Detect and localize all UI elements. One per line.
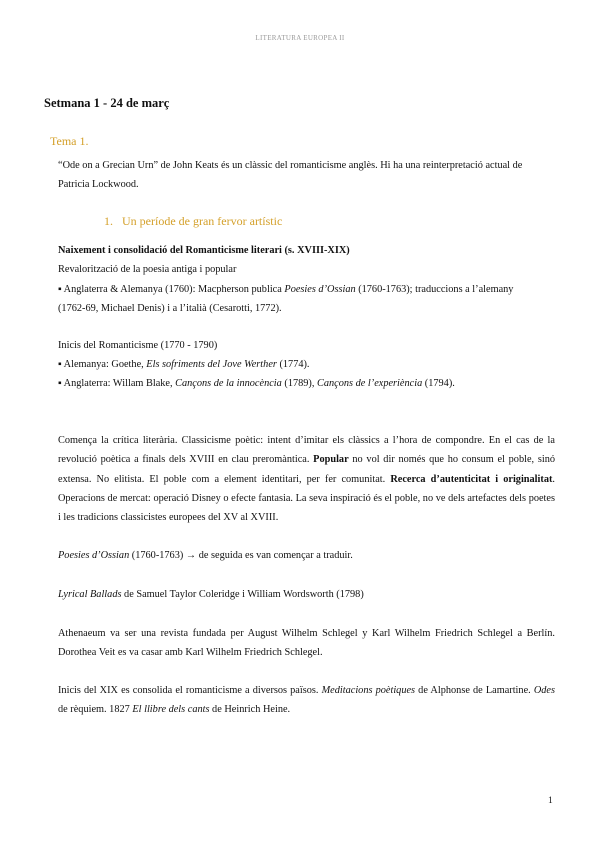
xix-text-3: de rèquiem. 1827 — [58, 704, 133, 716]
section-title: Un període de gran fervor artístic — [122, 214, 283, 228]
critica-text-1: Comença la crítica literària. Classicisme poètic: intent d’imitar els clàssics a l’hora de compondre. En el cas de la revolució poètica a finals dels XVIII en clau preromàntica. — [58, 435, 555, 466]
critica-text-3: . Operacions de mercat: operació Disney o efecte fantasia. La seva inspiració és el poble, no ve dels artefactes dels poetes i les tradicions classicistes europees del XV al XVIII. — [58, 473, 555, 524]
bullet1-text-b: (1760-1763); traduccions a l’alemany — [355, 284, 514, 295]
goethe-year: (1774). — [276, 359, 310, 370]
bullet1-title: Poesies d’Ossian — [284, 284, 356, 295]
goethe-text: ▪ Alemanya: Goethe, — [58, 359, 147, 370]
experiencia-title: Cançons de l’experiència — [317, 378, 423, 389]
critica-bold-popular: Popular — [313, 454, 349, 466]
blake-mid: (1789), — [281, 378, 317, 389]
xix-text-2: de Alphonse de Lamartine. — [415, 685, 534, 696]
inicis-item-blake — [58, 374, 555, 393]
xix-text-1: Inicis del XIX es consolida el romanticisme a diversos països. — [58, 685, 322, 696]
lyrical-text: de Samuel Taylor Coleridge i William Wordsworth (1798) — [121, 589, 364, 600]
bullet-ossian — [58, 280, 555, 319]
ossian-title: Poesies d’Ossian — [58, 550, 130, 561]
odes-title: Odes — [533, 685, 555, 696]
lyrical-paragraph — [58, 585, 555, 604]
subheading: Naixement i consolidació del Romanticisme literari (s. XVIII-XIX) — [58, 245, 350, 256]
bullet1-text-a: ▪ Anglaterra & Alemanya (1760): Macpherson publica — [58, 284, 285, 295]
critica-text-2: no vol dir només que ho consum el poble, sinó extensa. No elitista. El poble com a element identitari, per fer comunitat. — [58, 454, 556, 485]
critica-paragraph — [58, 431, 555, 527]
bullet1-line-2: (1762-69, Michael Denis) i a l’italià (Cesarotti, 1772). — [58, 303, 282, 315]
blake-text: ▪ Anglaterra: Willam Blake, — [58, 378, 176, 389]
critica-bold-recerca: Recerca d’autenticitat i originalitat — [390, 473, 553, 485]
innocencia-title: Cançons de la innocència — [175, 378, 282, 389]
inicis-item-goethe — [58, 355, 555, 374]
section-heading — [104, 214, 282, 229]
meditacions-title: Meditacions poètiques — [321, 685, 416, 696]
revaloracio-text: Revalorització de la poesia antiga i popular — [58, 264, 237, 275]
intro-paragraph — [58, 156, 555, 195]
athenaeum-paragraph: Athenaeum va ser una revista fundada per August Wilhelm Schlegel y Karl Wilhelm Friedrich Schlegel a Berlín. Dorothea Veit es va casar amb Karl Wilhelm Friedrich Schlegel. — [58, 628, 555, 659]
topic-heading: Tema 1. — [50, 134, 89, 148]
blake-year: (1794). — [422, 378, 455, 389]
xix-paragraph — [58, 681, 555, 720]
page-number: 1 — [548, 796, 553, 806]
inicis-heading: Inicis del Romanticisme (1770 - 1790) — [58, 340, 218, 351]
intro-line-2: Patricia Lockwood. — [58, 179, 139, 191]
ossian-paragraph — [58, 546, 555, 565]
xix-text-4: de Heinrich Heine. — [209, 704, 291, 716]
ossian-text: (1760-1763) → de seguida es van començar a traduir. — [129, 550, 353, 561]
cants-title: El llibre dels cants — [132, 704, 210, 716]
intro-line-1: “Ode on a Grecian Urn” de John Keats és un clàssic del romanticisme anglès. Hi ha una reinterpretació actual de — [58, 160, 523, 171]
running-header: LITERATURA EUROPEA II — [255, 34, 345, 42]
werther-title: Els sofriments del Jove Werther — [146, 359, 277, 370]
lyrical-title: Lyrical Ballads — [58, 589, 122, 600]
week-title: Setmana 1 - 24 de març — [44, 96, 170, 110]
section-number: 1. — [104, 214, 113, 228]
